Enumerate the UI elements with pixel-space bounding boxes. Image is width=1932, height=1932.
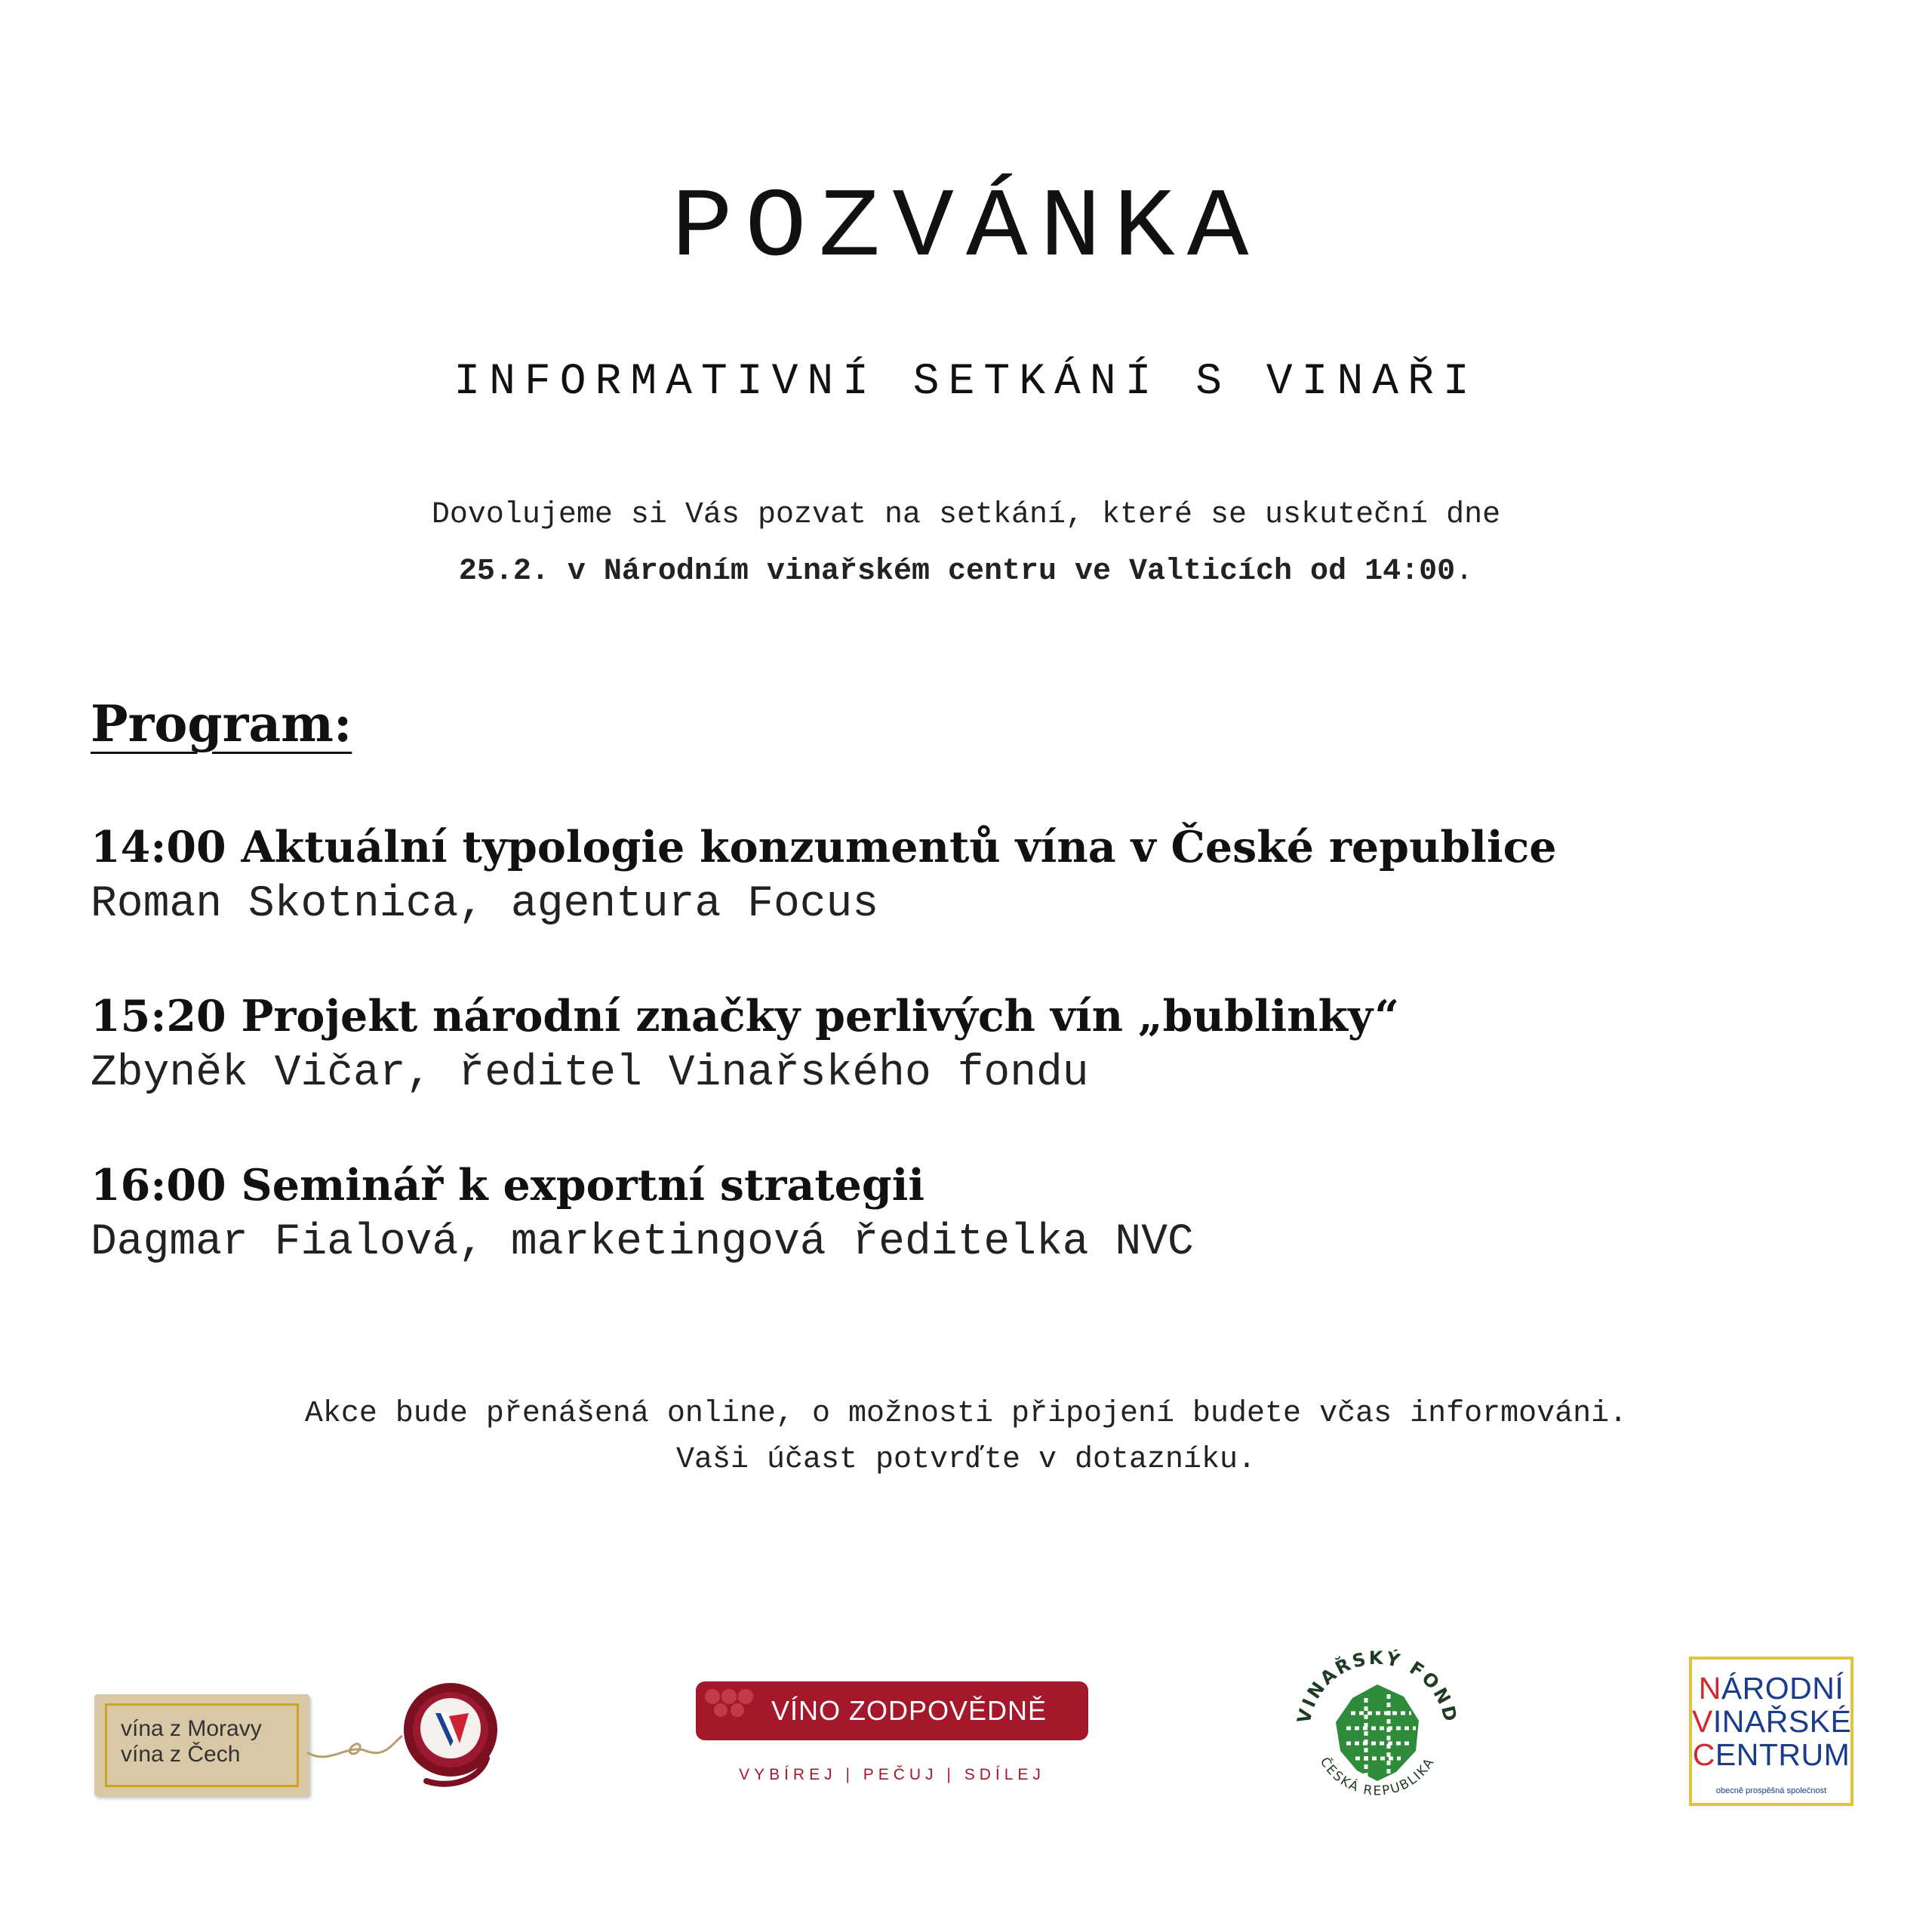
nvc-name — [1692, 1672, 1850, 1771]
vino-label: VÍNO ZODPOVĚDNĚ — [771, 1695, 1048, 1726]
tag-line-2: vína z Čech — [121, 1742, 241, 1767]
program-item-speaker: Dagmar Fialová, marketingová ředitelka NVC — [91, 1218, 1194, 1267]
fond-bottom-path: ČESKÁ REPUBLIKA — [1316, 1755, 1438, 1799]
program-item-speaker: Zbyněk Vičar, ředitel Vinařského fondu — [91, 1049, 1089, 1098]
program-item — [91, 819, 1826, 934]
footer-note — [0, 1391, 1932, 1483]
nvc-subtitle: obecně prospěšná společnost — [1715, 1786, 1827, 1795]
event-date-location: 25.2. v Národním vinařském centru ve Valticích od 14:00 — [458, 555, 1456, 589]
vino-banner — [696, 1681, 1088, 1740]
program-item-speaker: Roman Skotnica, agentura Focus — [91, 880, 879, 929]
program-item — [91, 1157, 1826, 1272]
wine-tag — [94, 1694, 309, 1796]
narodni-vinarske-centrum-logo — [1689, 1657, 1854, 1806]
intro-line-2 — [0, 543, 1932, 600]
footer-note-line-2: Vaši účast potvrďte v dotazníku. — [675, 1443, 1257, 1477]
program-item-title: 14:00 Aktuální typologie konzumentů vína v České republice — [91, 822, 1557, 872]
nvc-word: ENTRUM — [1715, 1737, 1850, 1772]
program-item — [91, 988, 1826, 1103]
nvc-initial: V — [1692, 1704, 1713, 1739]
program-item-title: 16:00 Seminář k exportní strategii — [91, 1160, 925, 1211]
nvc-initial: C — [1692, 1737, 1715, 1772]
nvc-initial: N — [1698, 1671, 1721, 1706]
page-title: POZVÁNKA — [671, 173, 1261, 285]
wine-tag-label — [105, 1703, 299, 1787]
footer-note-line-1: Akce bude přenášená online, o možnosti připojení budete včas informováni. — [304, 1397, 1628, 1431]
nvc-line-2 — [1692, 1705, 1850, 1738]
vina-z-moravy-logo — [94, 1668, 517, 1804]
vinarsky-fond-logo — [1283, 1638, 1472, 1826]
program-item-title: 15:20 Projekt národní značky perlivých vín „bublinky“ — [91, 991, 1400, 1041]
program-heading: Program: — [91, 694, 352, 753]
tag-string-icon — [306, 1721, 404, 1766]
nvc-line-3 — [1692, 1738, 1850, 1771]
tag-line-1: vína z Moravy — [121, 1716, 262, 1741]
grape-icon — [703, 1687, 756, 1718]
page-subtitle: INFORMATIVNÍ SETKÁNÍ S VINAŘI — [454, 358, 1478, 407]
nvc-line-1 — [1692, 1672, 1850, 1705]
intro-line-1: Dovolujeme si Vás pozvat na setkání, které se uskuteční dne — [431, 498, 1501, 532]
vino-tagline: VYBÍREJ | PEČUJ | SDÍLEJ — [739, 1766, 1045, 1783]
partner-logos — [0, 1638, 1932, 1834]
program-list — [91, 819, 1826, 1326]
fond-top-path: VINAŘSKÝ FOND — [1293, 1647, 1462, 1726]
intro-text — [0, 487, 1932, 600]
nvc-word: ÁRODNÍ — [1721, 1671, 1844, 1706]
wine-seal-icon — [396, 1668, 509, 1796]
vine-leaf-icon — [1336, 1684, 1419, 1781]
intro-period: . — [1455, 555, 1474, 589]
nvc-word: INAŘSKÉ — [1712, 1704, 1852, 1739]
vino-zodpovedne-logo — [696, 1681, 1088, 1795]
